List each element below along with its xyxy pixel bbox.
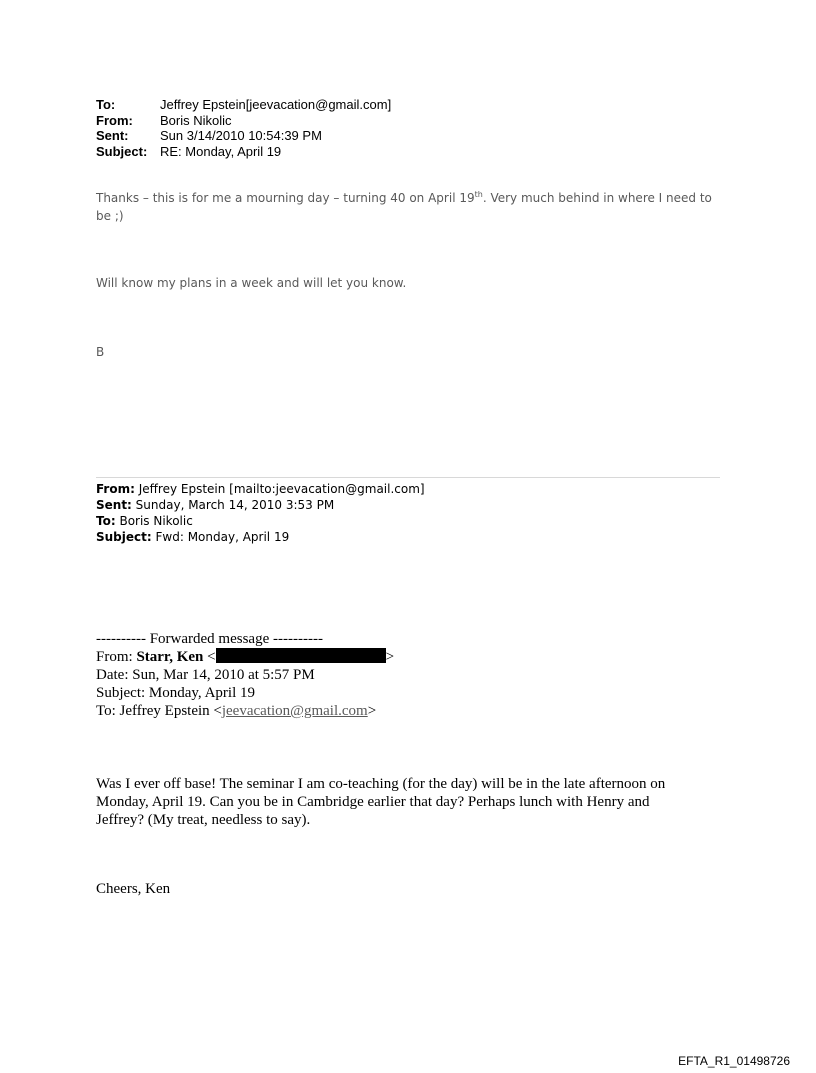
original-sent-label: Sent: bbox=[96, 498, 132, 512]
original-from-label: From: bbox=[96, 482, 135, 496]
forwarded-to-suffix: > bbox=[367, 703, 377, 719]
message-line-2: Monday, April 19. Can you be in Cambridge earlier that day? Perhaps lunch with Henry and bbox=[96, 794, 650, 810]
from-value: Boris Nikolic bbox=[160, 112, 232, 128]
original-subject-value: Fwd: Monday, April 19 bbox=[151, 530, 290, 544]
forwarded-header bbox=[96, 630, 394, 720]
original-subject-label: Subject: bbox=[96, 530, 152, 544]
reply-signoff: B bbox=[96, 345, 105, 359]
document-id: EFTA_R1_01498726 bbox=[678, 1054, 790, 1068]
message-line-1: Was I ever off base! The seminar I am co-teaching (for the day) will be in the late afternoon on bbox=[96, 776, 666, 792]
subject-value: RE: Monday, April 19 bbox=[160, 143, 282, 159]
message-line-3: Jeffrey? (My treat, needless to say). bbox=[96, 812, 311, 828]
forwarded-gt: > bbox=[385, 649, 395, 665]
reply-line-1-sup: th bbox=[474, 190, 483, 199]
original-header bbox=[96, 481, 425, 545]
original-subject-row bbox=[96, 529, 425, 545]
from-label: From: bbox=[96, 112, 133, 128]
forwarded-lt: < bbox=[203, 649, 216, 665]
header-sent-row bbox=[96, 128, 391, 144]
forwarded-separator: ---------- Forwarded message ---------- bbox=[96, 631, 323, 647]
forwarded-to-prefix: To: Jeffrey Epstein < bbox=[96, 703, 222, 719]
header-from-row bbox=[96, 113, 391, 129]
to-value: Jeffrey Epstein[jeevacation@gmail.com] bbox=[160, 97, 392, 112]
email-header bbox=[96, 97, 391, 159]
reply-line-2: be ;) bbox=[96, 209, 124, 223]
message-divider bbox=[96, 477, 720, 478]
forwarded-from-row bbox=[96, 648, 394, 666]
forwarded-date: Date: Sun, Mar 14, 2010 at 5:57 PM bbox=[96, 667, 315, 683]
original-sent-value: Sunday, March 14, 2010 3:53 PM bbox=[131, 498, 335, 512]
forwarded-to-email-link[interactable]: jeevacation@gmail.com bbox=[221, 703, 368, 719]
header-to-row bbox=[96, 97, 391, 113]
to-label: To: bbox=[96, 97, 116, 112]
message-body bbox=[96, 775, 736, 829]
reply-line-1-text-b: . Very much behind in where I need to bbox=[482, 191, 712, 205]
original-to-row bbox=[96, 513, 425, 529]
message-closing: Cheers, Ken bbox=[96, 881, 171, 897]
sent-label: Sent: bbox=[96, 128, 129, 143]
subject-label: Subject: bbox=[96, 143, 148, 159]
reply-line-1 bbox=[96, 189, 726, 207]
header-subject-row bbox=[96, 144, 391, 160]
forwarded-to-row bbox=[96, 702, 394, 720]
original-to-value: Boris Nikolic bbox=[115, 514, 193, 528]
reply-paragraph-1 bbox=[96, 189, 726, 225]
sent-value: Sun 3/14/2010 10:54:39 PM bbox=[160, 128, 322, 143]
original-to-label: To: bbox=[96, 514, 116, 528]
redaction-box bbox=[216, 648, 386, 663]
original-from-row bbox=[96, 481, 425, 497]
forwarded-subject: Subject: Monday, April 19 bbox=[96, 685, 256, 701]
reply-line-1-text: Thanks – this is for me a mourning day – turning 40 on April 19 bbox=[96, 191, 475, 205]
reply-paragraph-2: Will know my plans in a week and will let you know. bbox=[96, 276, 407, 290]
forwarded-from-name: Starr, Ken bbox=[136, 649, 204, 665]
forwarded-from-prefix: From: bbox=[96, 649, 137, 665]
original-sent-row bbox=[96, 497, 425, 513]
original-from-value: Jeffrey Epstein [mailto:jeevacation@gmail.com] bbox=[134, 482, 425, 496]
